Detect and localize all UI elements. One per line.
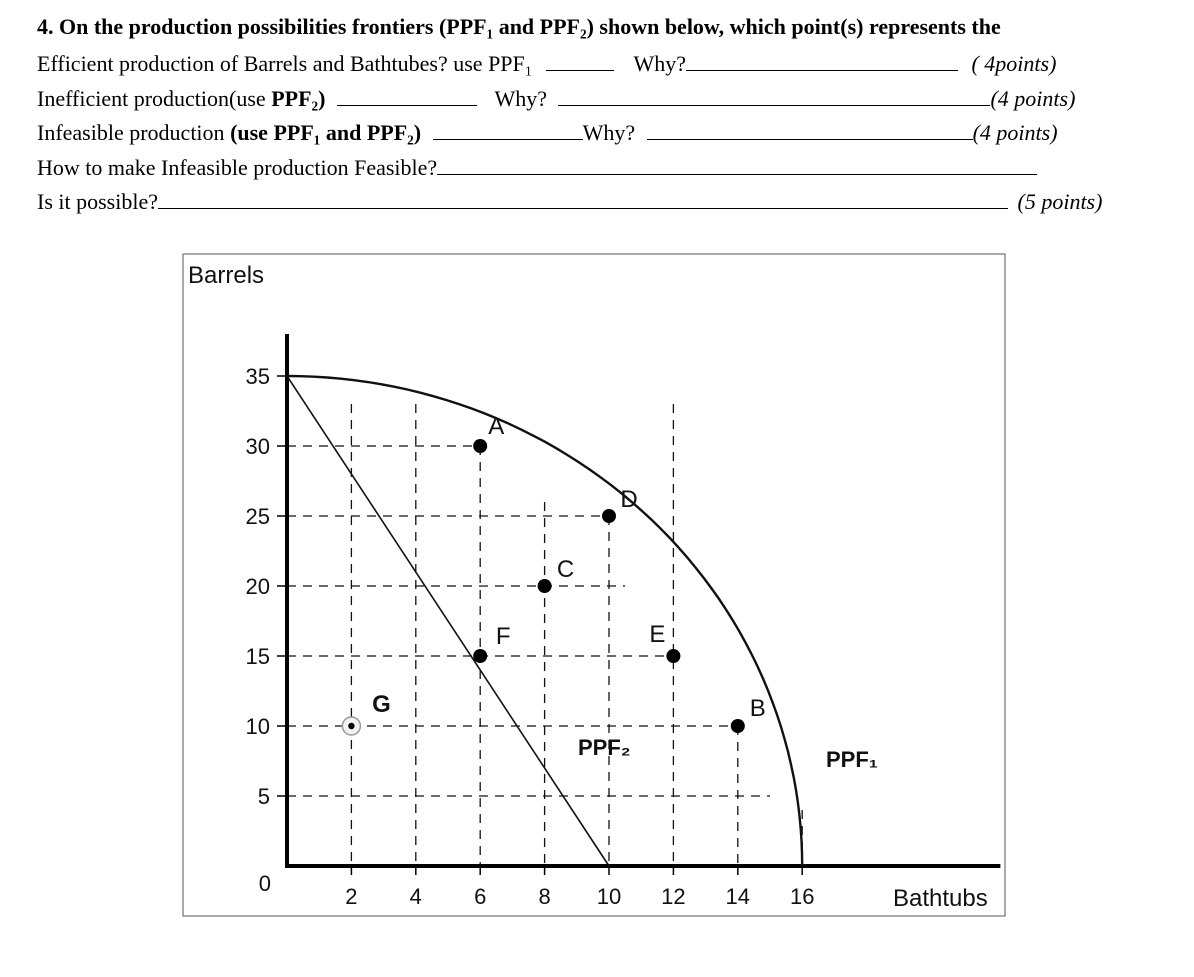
x-tick-label: 12 xyxy=(661,884,686,909)
y-tick-label: 25 xyxy=(245,504,270,529)
series-labels xyxy=(578,735,878,772)
x-tick-label: 2 xyxy=(345,884,358,909)
point-a-marker xyxy=(473,439,487,453)
point-g-center xyxy=(348,723,354,729)
question-title: 4. On the production possibilities frontiers (PPF₁ and PPF₂) shown below, which point(s) represents the xyxy=(37,14,1001,39)
point-c-label: C xyxy=(556,556,575,583)
x-tick-label: 4 xyxy=(409,884,422,909)
infeasible-why-label: Why? xyxy=(582,120,636,145)
point-b-label: B xyxy=(749,695,766,722)
point-g-label: G xyxy=(372,691,391,718)
x-tick-label: 16 xyxy=(789,884,815,909)
y-axis-label: Barrels xyxy=(188,262,265,289)
y-tick-label: 30 xyxy=(245,434,270,459)
ppf2-label: PPF₂ xyxy=(578,735,631,760)
infeasible-label: Infeasible production xyxy=(37,120,231,145)
y-tick-label: 0 xyxy=(258,871,271,896)
possible-points: (5 points) xyxy=(1017,189,1103,214)
x-tick-label: 6 xyxy=(474,884,487,909)
y-tick-label: 20 xyxy=(245,574,270,599)
ppf2-line xyxy=(287,376,609,866)
point-a-label: A xyxy=(488,413,505,440)
point-d-label: D xyxy=(620,486,638,513)
y-tick-label: 10 xyxy=(245,714,270,739)
inefficient-why-label: Why? xyxy=(494,86,547,111)
point-f-marker xyxy=(473,649,487,663)
point-f-label: F xyxy=(495,623,511,650)
howto-label: How to make Infeasible production Feasible? xyxy=(37,155,438,180)
inefficient-bold: PPF₂) xyxy=(271,86,326,111)
point-b-marker xyxy=(731,719,745,733)
infeasible-bold: (use PPF₁ and PPF₂) xyxy=(230,120,422,145)
point-d-marker xyxy=(602,509,616,523)
efficient-label: Efficient production of Barrels and Bathtubes? use PPF₁ xyxy=(37,51,533,76)
points xyxy=(342,413,765,735)
y-tick-label: 5 xyxy=(257,784,270,809)
inefficient-points: (4 points) xyxy=(990,86,1076,111)
point-c-marker xyxy=(538,579,552,593)
y-tick-label: 35 xyxy=(245,364,270,389)
infeasible-points: (4 points) xyxy=(972,120,1058,145)
chart-frame xyxy=(183,254,1005,916)
efficient-points: ( 4points) xyxy=(971,51,1057,76)
guide-lines xyxy=(287,404,802,866)
efficient-why-label: Why? xyxy=(633,51,686,76)
y-tick-label: 15 xyxy=(245,644,270,669)
possible-label: Is it possible? xyxy=(37,189,158,214)
point-e-marker xyxy=(666,649,680,663)
axes xyxy=(246,334,1001,909)
point-e-label: E xyxy=(649,621,666,648)
x-tick-label: 10 xyxy=(596,884,622,909)
x-axis-label: Bathtubs xyxy=(893,885,988,912)
inefficient-label: Inefficient production(use xyxy=(37,86,272,111)
x-tick-label: 14 xyxy=(725,884,751,909)
x-tick-label: 8 xyxy=(538,884,551,909)
ppf1-label: PPF₁ xyxy=(826,747,878,772)
